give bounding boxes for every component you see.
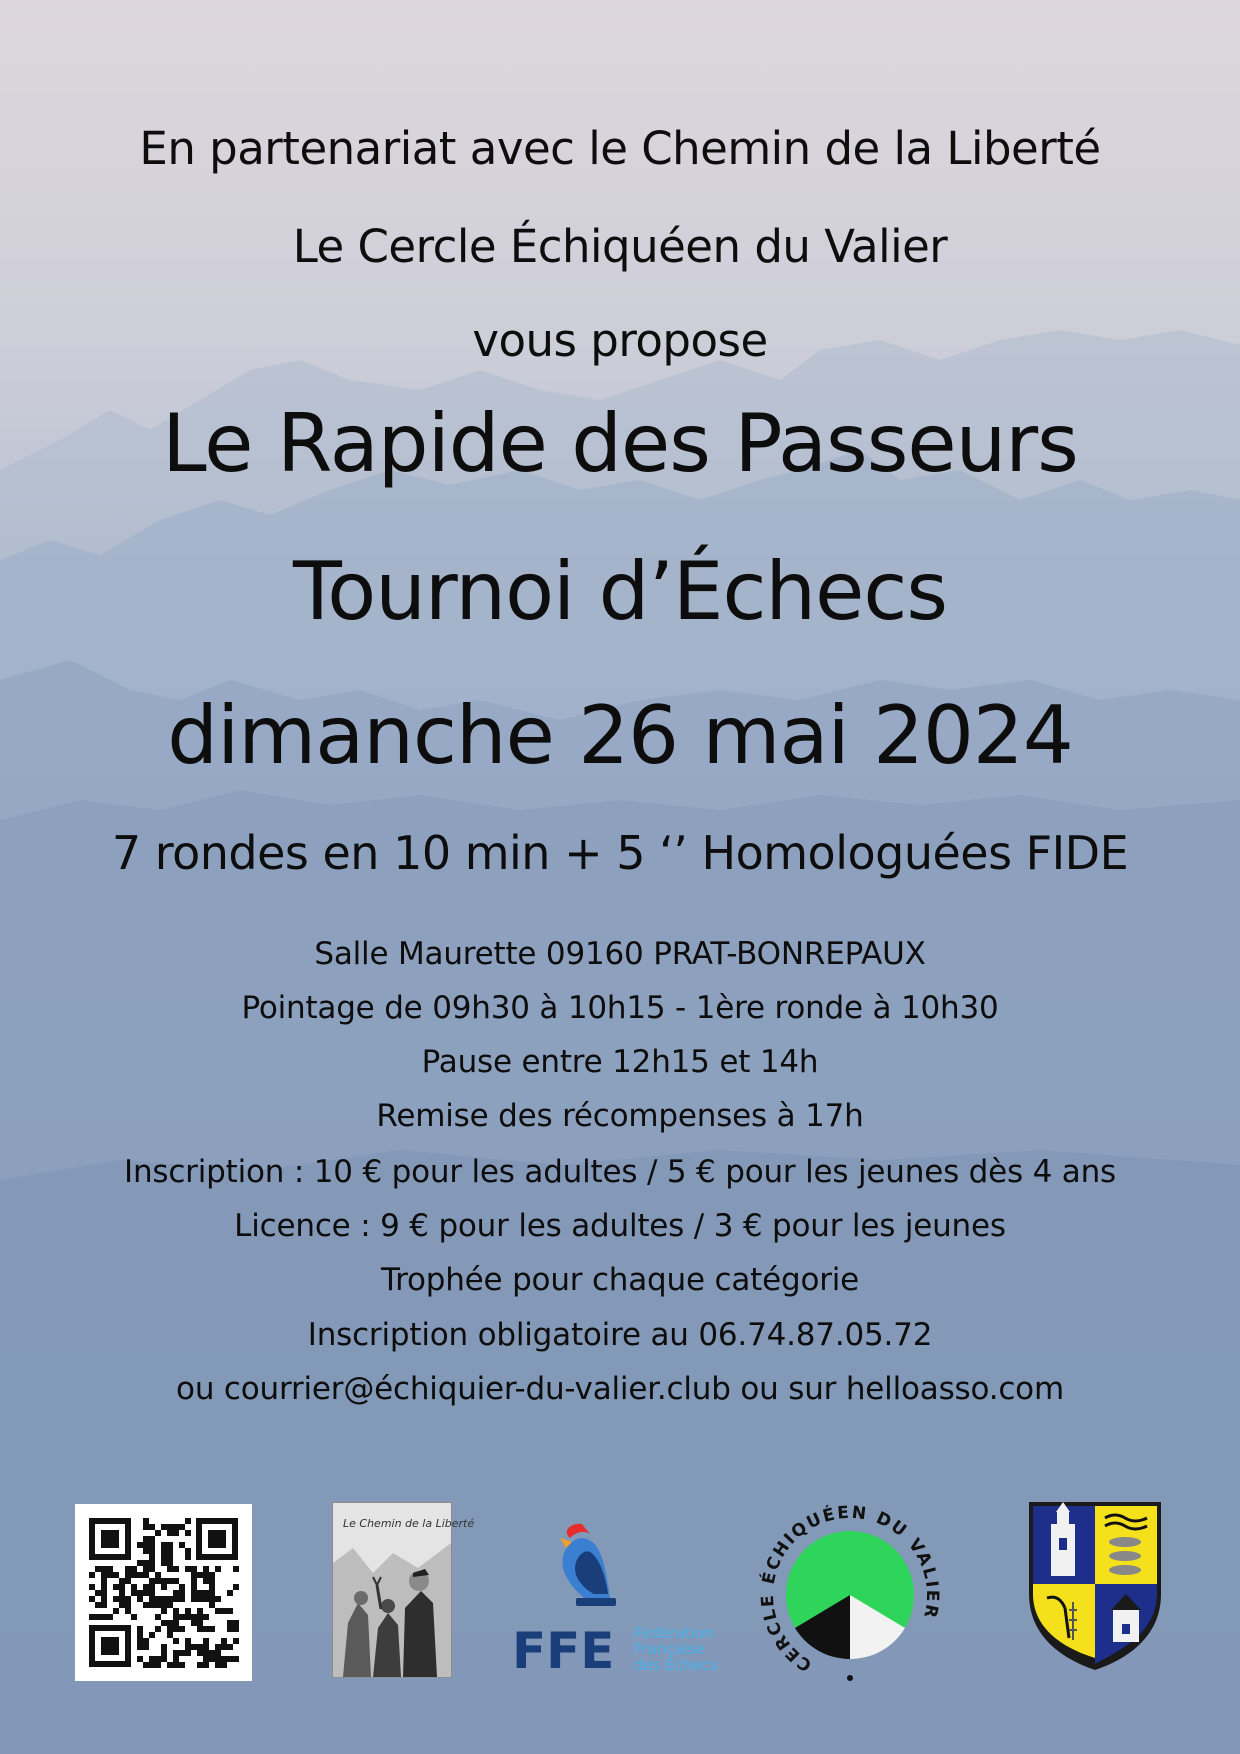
qr-code-icon [75,1504,252,1681]
shield-icon [1025,1498,1165,1674]
chemin-liberte-logo [332,1502,475,1678]
coat-of-arms [1025,1498,1165,1674]
chemin-liberte-sketch [333,1503,475,1677]
qr-code[interactable] [75,1504,252,1681]
detail-trophy: Trophée pour chaque catégorie [380,1262,860,1298]
detail-registration-phone: Inscription obligatoire au 06.74.87.05.72 [307,1317,933,1353]
ffe-logo [510,1518,730,1678]
propose-line: vous propose [472,314,768,367]
club-circle-icon [755,1500,945,1690]
detail-entry-fee: Inscription : 10 € pour les adultes / 5 € pour les jeunes dès 4 ans [124,1154,1116,1190]
event-title: Le Rapide des Passeurs [162,397,1078,490]
club-ring-text: CERCLE ÉCHIQUÉEN DU VALIER [757,1502,943,1676]
sketch-caption: Le Chemin de la Liberté [343,1517,475,1530]
event-date: dimanche 26 mai 2024 [167,689,1073,782]
detail-checkin: Pointage de 09h30 à 10h15 - 1ère ronde à 10h30 [241,990,999,1026]
ffe-line-1: Fédération [634,1624,714,1642]
detail-registration-online: ou courrier@échiquier-du-valier.club ou sur helloasso.com [176,1371,1064,1407]
organizer-line: Le Cercle Échiquéen du Valier [292,220,948,273]
detail-venue: Salle Maurette 09160 PRAT-BONREPAUX [314,936,926,972]
detail-awards: Remise des récompenses à 17h [376,1098,864,1134]
ffe-line-3: des Échecs [634,1656,718,1674]
event-format: 7 rondes en 10 min + 5 ‘’ Homologuées FIDE [111,826,1129,880]
partnership-line: En partenariat avec le Chemin de la Liberté [139,122,1101,175]
ffe-line-2: Française [634,1640,706,1658]
ffe-rooster-icon [510,1518,730,1678]
event-subtitle: Tournoi d’Échecs [292,545,948,638]
club-logo [755,1500,945,1690]
ffe-acronym: FFE [512,1622,615,1680]
detail-break: Pause entre 12h15 et 14h [421,1044,819,1080]
detail-license-fee: Licence : 9 € pour les adultes / 3 € pour les jeunes [234,1208,1006,1244]
